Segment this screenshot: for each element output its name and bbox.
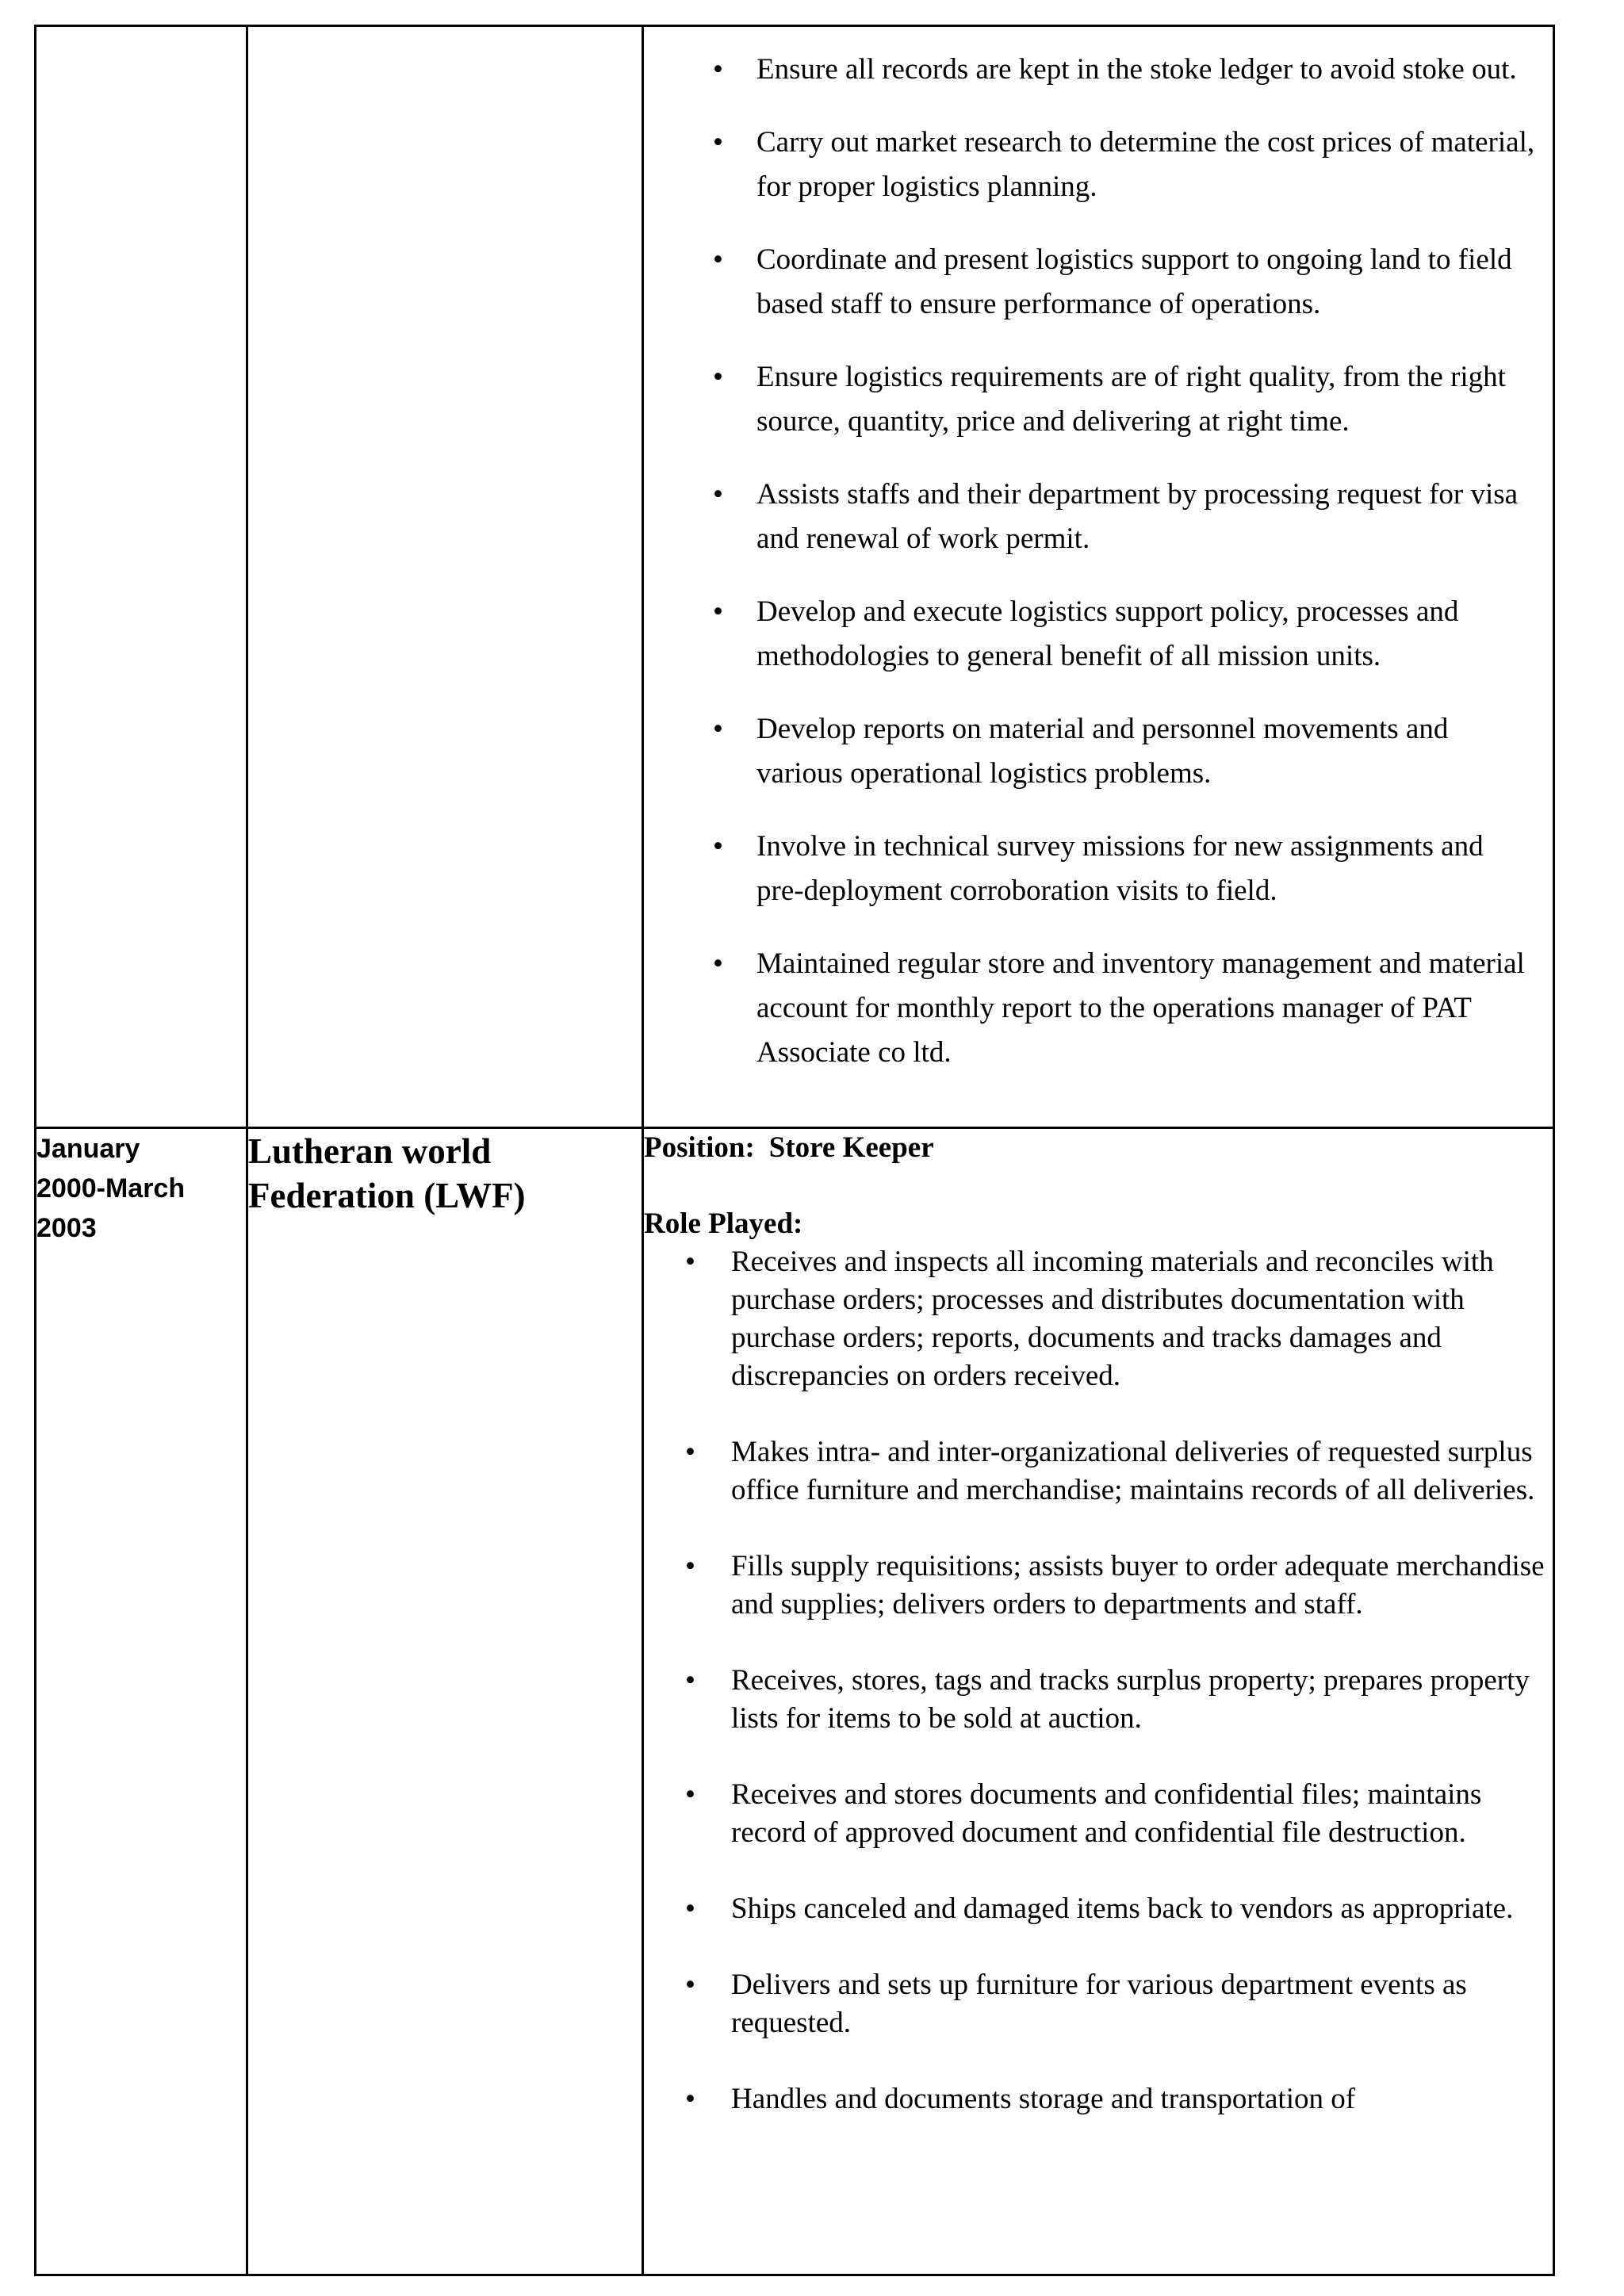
list-item: • Ships canceled and damaged items back to vendors as appropriate.	[731, 1890, 1553, 1928]
role-cell	[643, 1128, 1554, 2275]
position-value: Store Keeper	[768, 1131, 934, 1164]
list-item: • Involve in technical survey missions for new assignments and pre-deployment corroboration visits to field.	[756, 825, 1537, 913]
list-item: • Makes intra- and inter-organizational deliveries of requested surplus office furniture and merchandise; maintains records of all deliveries.	[731, 1433, 1553, 1510]
position-label: Position:	[644, 1131, 755, 1164]
list-item: • Fills supply requisitions; assists buyer to order adequate merchandise and supplies; delivers orders to departments and staff.	[731, 1548, 1553, 1624]
list-item: • Assists staffs and their department by processing request for visa and renewal of work permit.	[756, 473, 1537, 561]
date-line: 2003	[36, 1213, 97, 1243]
date-cell-empty	[36, 26, 247, 1128]
list-item: • Develop reports on material and personnel movements and various operational logistics problems.	[756, 707, 1537, 796]
role-list	[644, 1243, 1553, 2118]
list-item: • Develop and execute logistics support policy, processes and methodologies to general benefit of all mission units.	[756, 590, 1537, 679]
role-label: Role Played:	[644, 1207, 803, 1240]
list-item: • Carry out market research to determine the cost prices of material, for proper logistics planning.	[756, 121, 1537, 209]
date-line: 2000-March	[36, 1173, 186, 1203]
list-item: • Ensure logistics requirements are of right quality, from the right source, quantity, price and delivering at right time.	[756, 355, 1537, 444]
date-cell	[36, 1128, 247, 2275]
list-item: • Receives, stores, tags and tracks surplus property; prepares property lists for items to be sold at auction.	[731, 1662, 1553, 1738]
table-row	[36, 1128, 1554, 2275]
list-item: • Coordinate and present logistics support to ongoing land to field based staff to ensure performance of operations.	[756, 238, 1537, 327]
duties-list	[644, 48, 1553, 1075]
position-line	[644, 1129, 1553, 1167]
list-item: • Maintained regular store and inventory management and material account for monthly report to the operations manager of PAT Associate co ltd.	[756, 942, 1537, 1075]
duties-cell	[643, 26, 1554, 1128]
organization-cell	[247, 1128, 643, 2275]
list-item: • Receives and inspects all incoming materials and reconciles with purchase orders; processes and distributes documentation with purchase orders; reports, documents and tracks damages and discrepancies on orders received.	[731, 1243, 1553, 1395]
experience-table	[34, 25, 1555, 2276]
date-line: January	[36, 1134, 140, 1164]
organization-name: Lutheran world Federation (LWF)	[248, 1131, 526, 1215]
list-item: • Receives and stores documents and confidential files; maintains record of approved document and confidential file destruction.	[731, 1776, 1553, 1852]
list-item: • Ensure all records are kept in the stoke ledger to avoid stoke out.	[756, 48, 1537, 92]
list-item: • Handles and documents storage and transportation of	[731, 2080, 1553, 2118]
table-row	[36, 26, 1554, 1128]
organization-cell-empty	[247, 26, 643, 1128]
list-item: • Delivers and sets up furniture for various department events as requested.	[731, 1966, 1553, 2042]
